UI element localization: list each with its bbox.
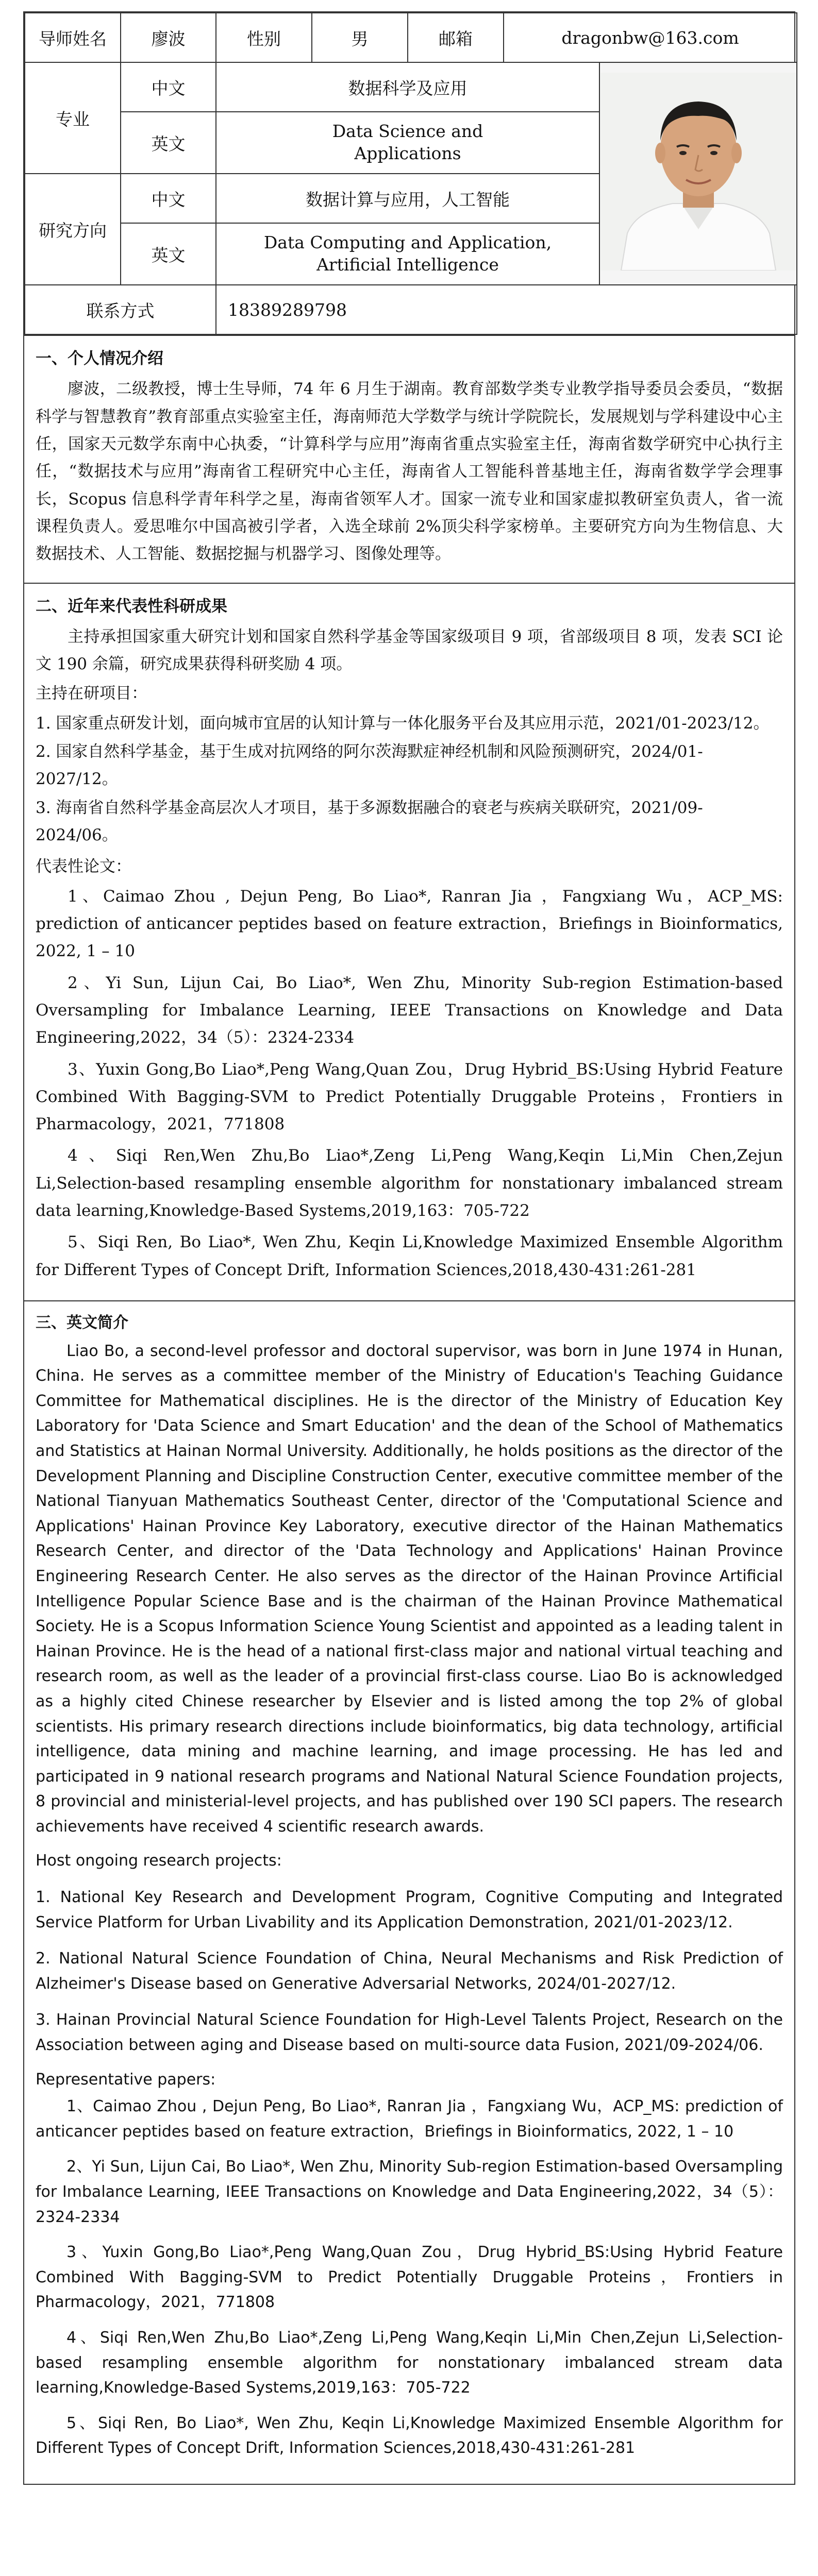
- section-title: 二、近年来代表性科研成果: [36, 597, 227, 616]
- list-item: 3、Yuxin Gong,Bo Liao*,Peng Wang,Quan Zou，Drug Hybrid_BS:Using Hybrid Feature Combined With Bagging-SVM to Predict Potentially Druggable Proteins，Frontiers in Pharmacology，2021，771808: [36, 1060, 783, 1134]
- section-research-results: [24, 583, 794, 1301]
- section-personal-intro: [24, 335, 794, 583]
- results-summary: 主持承担国家重大研究计划和国家自然科学基金等国家级项目 9 项，省部级项目 8 项，发表 SCI 论文 190 余篇，研究成果获得科研奖励 4 项。: [36, 627, 783, 674]
- portrait-photo: [599, 62, 797, 285]
- list-item: 5、Siqi Ren, Bo Liao*, Wen Zhu, Keqin Li,Knowledge Maximized Ensemble Algorithm for Different Types of Concept Drift, Information Sciences,2018,430-431:261-281: [36, 1233, 783, 1279]
- major-en-label: 英文: [121, 112, 216, 174]
- contact-label: 联系方式: [25, 285, 216, 334]
- research-cn-value: 数据计算与应用，人工智能: [216, 174, 599, 223]
- section-title: 三、英文简介: [36, 1314, 128, 1332]
- research-cn-label: 中文: [121, 174, 216, 223]
- section-title: 一、个人情况介绍: [36, 349, 163, 368]
- research-en-value: [216, 223, 599, 285]
- intro-paragraph: 廖波，二级教授，博士生导师，74 年 6 月生于湖南。教育部数学类专业教学指导委员会委员，“数据科学与智慧教育”教育部重点实验室主任，海南师范大学数学与统计学院院长，发展规划与学科建设中心主任，国家天元数学东南中心执委，“计算科学与应用”海南省重点实验室主任，海南省数学研究中心执行主任，“数据技术与应用”海南省工程研究中心主任，海南省人工智能科普基地主任，海南省数学学会理事长，Scopus 信息科学青年科学之星，海南省领军人才。国家一流专业和国家虚拟教研室负责人，省一流课程负责人。爱思唯尔中国高被引学者，入选全球前 2%顶尖科学家榜单。主要研究方向为生物信息、大数据技术、人工智能、数据挖掘与机器学习、图像处理等。: [36, 380, 783, 564]
- papers-heading: 代表性论文：: [36, 857, 131, 876]
- list-item: 3、Yuxin Gong,Bo Liao*,Peng Wang,Quan Zou，Drug Hybrid_BS:Using Hybrid Feature Combined With Bagging-SVM to Predict Potentially Druggable Proteins，Frontiers in Pharmacology，2021，771808: [36, 2243, 783, 2312]
- list-item: 3. 海南省自然科学基金高层次人才项目，基于多源数据融合的衰老与疾病关联研究，2021/09-2024/06。: [36, 798, 703, 844]
- list-item: 4、Siqi Ren,Wen Zhu,Bo Liao*,Zeng Li,Peng Wang,Keqin Li,Min Chen,Zejun Li,Selection-based resampling ensemble algorithm for nonstationary imbalanced stream data learning,Knowledge-Based Systems,2019,163：705-722: [36, 1146, 783, 1221]
- major-en-text: Data Science and Applications: [332, 121, 483, 163]
- list-item: 1、Caimao Zhou , Dejun Peng, Bo Liao*, Ranran Jia ，Fangxiang Wu，ACP_MS: prediction of anticancer peptides based on feature extraction，Briefings in Bioinformatics, 2022, 1 – 10: [36, 887, 783, 961]
- research-en-text: Data Computing and Application, Artificial Intelligence: [263, 232, 552, 275]
- en-papers-heading: Representative papers:: [36, 2070, 216, 2089]
- list-item: 1、Caimao Zhou , Dejun Peng, Bo Liao*, Ranran Jia ，Fangxiang Wu，ACP_MS: prediction of anticancer peptides based on feature extraction，Briefings in Bioinformatics, 2022, 1 – 10: [36, 2097, 783, 2141]
- profile-sheet: [23, 11, 795, 2485]
- gender-value: 男: [312, 13, 408, 62]
- gender-label: 性别: [216, 13, 312, 62]
- list-item: 3. Hainan Provincial Natural Science Foundation for High-Level Talents Project, Research on the Association between aging and Disease based on multi-source data Fusion, 2021/09-2024/06.: [36, 2011, 783, 2055]
- portrait-image: [600, 73, 796, 270]
- list-item: 2、Yi Sun, Lijun Cai, Bo Liao*, Wen Zhu, Minority Sub-region Estimation-based Oversampling for Imbalance Learning, IEEE Transactions on Knowledge and Data Engineering,2022，34（5）：2324-2334: [36, 973, 783, 1047]
- major-cn-value: 数据科学及应用: [216, 62, 599, 112]
- list-item: 2. National Natural Science Foundation of China, Neural Mechanisms and Risk Prediction of Alzheimer's Disease based on Generative Adversarial Networks, 2024/01-2027/12.: [36, 1950, 783, 1993]
- en-paper-list: [36, 2094, 783, 2461]
- en-projects-heading: Host ongoing research projects:: [36, 1852, 282, 1870]
- name-value: 廖波: [121, 13, 216, 62]
- major-cn-label: 中文: [121, 62, 216, 112]
- research-label: 研究方向: [25, 174, 121, 285]
- major-en-value: [216, 112, 599, 174]
- list-item: 1. 国家重点研发计划，面向城市宜居的认知计算与一体化服务平台及其应用示范，2021/01-2023/12。: [36, 714, 770, 733]
- list-item: 2、Yi Sun, Lijun Cai, Bo Liao*, Wen Zhu, Minority Sub-region Estimation-based Oversampling for Imbalance Learning, IEEE Transactions on Knowledge and Data Engineering,2022，34（5）：2324-2334: [36, 2158, 783, 2226]
- info-table: [24, 12, 797, 335]
- project-list: [36, 710, 783, 850]
- research-en-label: 英文: [121, 223, 216, 285]
- list-item: 1. National Key Research and Development Program, Cognitive Computing and Integrated Service Platform for Urban Livability and its Application Demonstration, 2021/01-2023/12.: [36, 1888, 783, 1931]
- name-label: 导师姓名: [25, 13, 121, 62]
- major-label: 专业: [25, 62, 121, 174]
- paper-list: [36, 883, 783, 1284]
- list-item: 2. 国家自然科学基金，基于生成对抗网络的阿尔茨海默症神经机制和风险预测研究，2024/01-2027/12。: [36, 742, 703, 789]
- contact-value: 18389289798: [216, 285, 797, 334]
- list-item: 5、Siqi Ren, Bo Liao*, Wen Zhu, Keqin Li,Knowledge Maximized Ensemble Algorithm for Different Types of Concept Drift, Information Sciences,2018,430-431:261-281: [36, 2414, 783, 2458]
- projects-heading: 主持在研项目：: [36, 684, 147, 703]
- email-value: dragonbw@163.com: [504, 13, 797, 62]
- english-bio: Liao Bo, a second-level professor and doctoral supervisor, was born in June 1974 in Hunan, China. He serves as a committee member of the Ministry of Education's Teaching Guidance Committee for Mathematical disciplines. He is the director of the Ministry of Education Key Laboratory for 'Data Science and Smart Education' and the dean of the School of Mathematics and Statistics at Hainan Normal University. Additionally, he holds positions as the director of the Development Planning and Discipline Construction Center, executive committee member of the National Tianyuan Mathematics Southeast Center, director of the 'Computational Science and Applications' Hainan Province Key Laboratory, executive director of the Hainan Mathematics Research Center, and director of the 'Data Technology and Applications' Hainan Province Engineering Research Center. He also serves as the director of the Hainan Province Artificial Intelligence Popular Science Base and is the chairman of the Hainan Province Mathematical Society. He is a Scopus Information Science Young Scientist and appointed as a leading talent in Hainan Province. He is the head of a national first-class major and national virtual teaching and research room, as well as the leader of a provincial first-class course. Liao Bo is acknowledged as a highly cited Chinese researcher by Elsevier and is listed among the top 2% of global scientists. His primary research directions include bioinformatics, big data technology, artificial intelligence, data mining and machine learning, and image processing. He has led and participated in 9 national research programs and National Natural Science Foundation projects, 8 provincial and ministerial-level projects, and has published over 190 SCI papers. The research achievements have received 4 scientific research awards.: [36, 1342, 783, 1836]
- list-item: 4、Siqi Ren,Wen Zhu,Bo Liao*,Zeng Li,Peng Wang,Keqin Li,Min Chen,Zejun Li,Selection-based resampling ensemble algorithm for nonstationary imbalanced stream data learning,Knowledge-Based Systems,2019,163：705-722: [36, 2328, 783, 2397]
- section-english-intro: [24, 1300, 794, 2484]
- email-label: 邮箱: [408, 13, 504, 62]
